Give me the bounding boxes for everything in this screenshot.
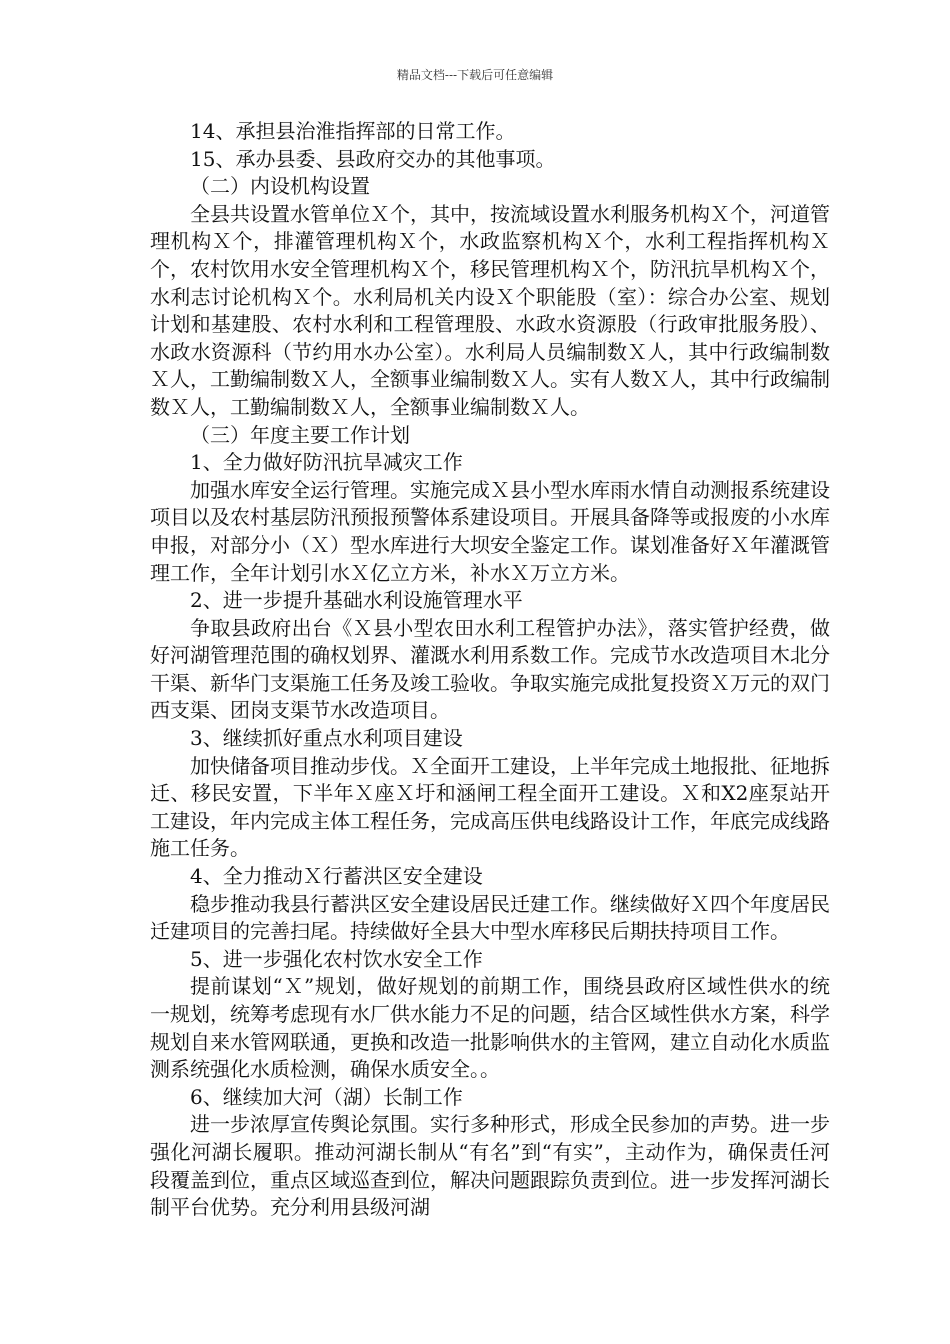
section-heading-2: （二）内设机构设置: [190, 174, 370, 199]
subheading-3: 3、继续抓好重点水利项目建设: [190, 726, 463, 751]
subheading-1: 1、全力做好防汛抗旱减灾工作: [190, 450, 463, 475]
paragraph-organization: 全县共设置水管单位Ｘ个，其中，按流域设置水利服务机构Ｘ个，河道管理机构Ｘ个，排灌管理机构Ｘ个，水政监察机构Ｘ个，水利工程指挥机构Ｘ个，农村饮用水安全管理机构Ｘ个，移民管理机构Ｘ个，防汛抗旱机构Ｘ个，水利志讨论机构Ｘ个。水利局机关内设Ｘ个职能股（室）：综合办公室、规划计划和基建股、农村水利和工程管理股、水政水资源股（行政审批服务股）、水政水资源科（节约用水办公室）。水利局人员编制数Ｘ人，其中行政编制数Ｘ人，工勤编制数Ｘ人，全额事业编制数Ｘ人。实有人数Ｘ人，其中行政编制数Ｘ人，工勤编制数Ｘ人，全额事业编制数Ｘ人。: [150, 201, 830, 419]
paragraph-2: 争取县政府出台《Ｘ县小型农田水利工程管护办法》，落实管护经费，做好河湖管理范围的确权划界、灌溉水利用系数工作。完成节水改造项目木北分干渠、新华门支渠施工任务及竣工验收。争取实施完成批复投资Ｘ万元的双门西支渠、团岗支渠节水改造项目。: [150, 615, 830, 723]
paragraph-6: 进一步浓厚宣传舆论氛围。实行多种形式，形成全民参加的声势。进一步强化河湖长履职。推动河湖长制从“有名”到“有实”，主动作为，确保责任河段覆盖到位，重点区域巡查到位，解决问题跟踪负责到位。进一步发挥河湖长制平台优势。充分利用县级河湖: [150, 1112, 830, 1220]
list-item-15: 15、承办县委、县政府交办的其他事项。: [190, 146, 556, 171]
page-header: 精品文档---下载后可任意编辑: [396, 68, 554, 82]
section-heading-3: （三）年度主要工作计划: [190, 422, 410, 447]
subheading-4: 4、全力推动Ｘ行蓄洪区安全建设: [190, 864, 483, 889]
subheading-2: 2、进一步提升基础水利设施管理水平: [190, 588, 523, 613]
document-body: [150, 118, 830, 1222]
subheading-5: 5、进一步强化农村饮水安全工作: [190, 946, 483, 971]
subheading-6: 6、继续加大河（湖）长制工作: [190, 1084, 463, 1109]
paragraph-3: 加快储备项目推动步伐。Ｘ全面开工建设，上半年完成土地报批、征地拆迁、移民安置，下半年Ｘ座Ｘ圩和涵闸工程全面开工建设。Ｘ和X2座泵站开工建设，年内完成主体工程任务，完成高压供电线路设计工作，年底完成线路施工任务。: [150, 753, 830, 861]
paragraph-5: 提前谋划“Ｘ”规划，做好规划的前期工作，围绕县政府区域性供水的统一规划，统筹考虑现有水厂供水能力不足的问题，结合区域性供水方案，科学规划自来水管网联通，更换和改造一批影响供水的主管网，建立自动化水质监测系统强化水质检测，确保水质安全。。: [150, 974, 830, 1082]
paragraph-1: 加强水库安全运行管理。实施完成Ｘ县小型水库雨水情自动测报系统建设项目以及农村基层防汛预报预警体系建设项目。开展具备降等或报废的小水库申报，对部分小（Ｘ）型水库进行大坝安全鉴定工作。谋划准备好Ｘ年灌溉管理工作，全年计划引水Ｘ亿立方米，补水Ｘ万立方米。: [150, 477, 830, 585]
list-item-14: 14、承担县治淮指挥部的日常工作。: [190, 119, 516, 143]
paragraph-4: 稳步推动我县行蓄洪区安全建设居民迁建工作。继续做好Ｘ四个年度居民迁建项目的完善扫尾。持续做好全县大中型水库移民后期扶持项目工作。: [150, 891, 830, 944]
